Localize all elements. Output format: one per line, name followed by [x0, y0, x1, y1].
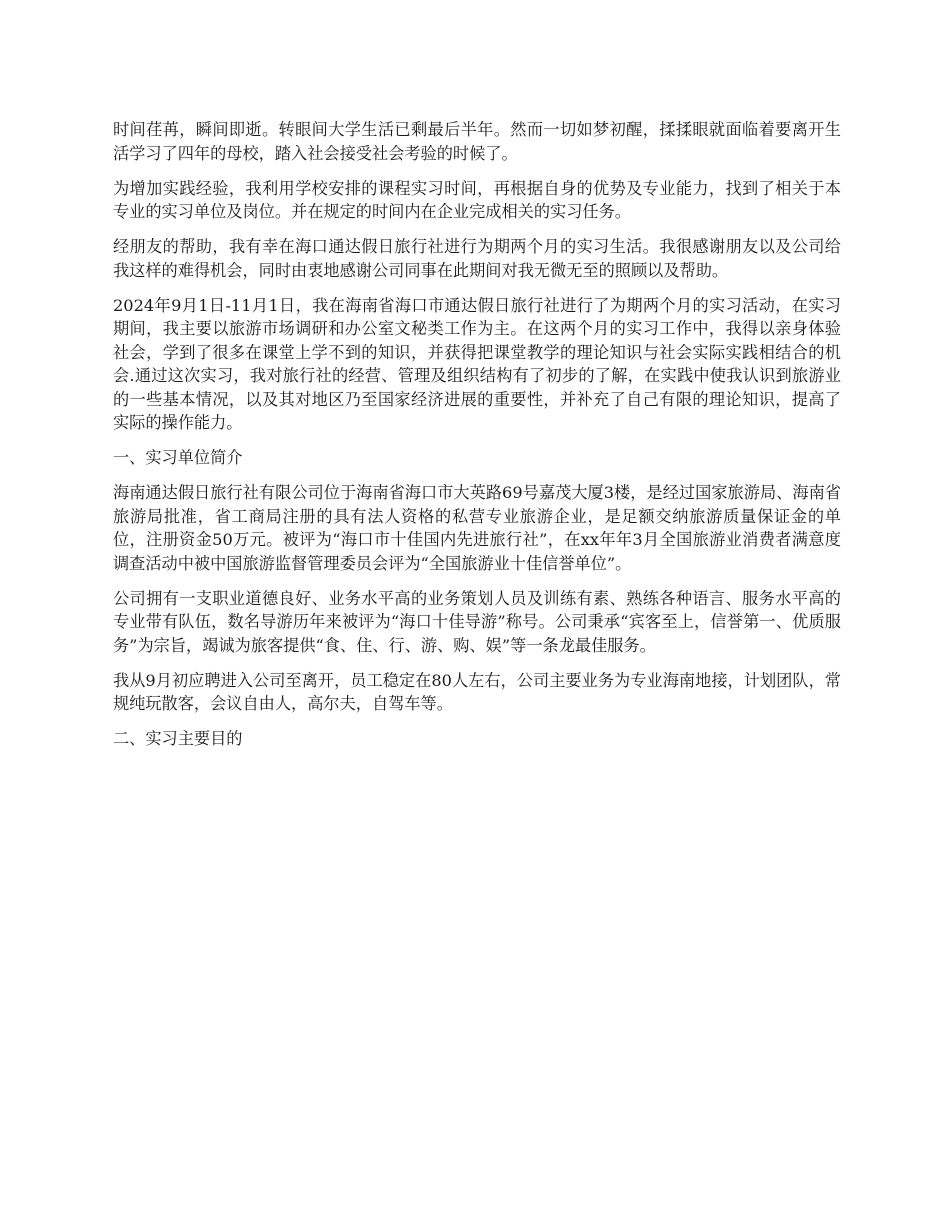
- document-body: [113, 118, 841, 762]
- paragraph-company-team: 公司拥有一支职业道德良好、业务水平高的业务策划人员及训练有素、熟练各种语言、服务水平高的专业带有队伍，数名导游历年来被评为“海口十佳导游”称号。公司秉承“宾客至上，信誉第一、优质服务”为宗旨，竭诚为旅客提供“食、住、行、游、购、娱”等一条龙最佳服务。: [113, 588, 841, 655]
- paragraph-thanks: 经朋友的帮助，我有幸在海口通达假日旅行社进行为期两个月的实习生活。我很感谢朋友以及公司给我这样的难得机会，同时由衷地感谢公司同事在此期间对我无微无至的照顾以及帮助。: [113, 237, 841, 280]
- paragraph-internship-period: 2024年9月1日-11月1日，我在海南省海口市通达假日旅行社进行了为期两个月的实习活动，在实习期间，我主要以旅游市场调研和办公室文秘类工作为主。在这两个月的实习工作中，我得以亲身体验社会，学到了很多在课堂上学不到的知识，并获得把课堂教学的理论知识与社会实际实践相结合的机会.通过这次实习，我对旅行社的经营、管理及组织结构有了初步的了解，在实践中使我认识到旅游业的一些基本情况，以及其对地区乃至国家经济进展的重要性，并补充了自己有限的理论知识，提高了实际的操作能力。: [113, 295, 841, 432]
- paragraph-company-business: 我从9月初应聘进入公司至离开，员工稳定在80人左右，公司主要业务为专业海南地接，计划团队，常规纯玩散客，会议自由人，高尔夫，自驾车等。: [113, 670, 841, 713]
- paragraph-company-intro: 海南通达假日旅行社有限公司位于海南省海口市大英路69号嘉茂大厦3楼，是经过国家旅游局、海南省旅游局批准，省工商局注册的具有法人资格的私营专业旅游企业，是足额交纳旅游质量保证金的单位，注册资金50万元。被评为“海口市十佳国内先进旅行社”，在xx年年3月全国旅游业消费者满意度调查活动中被中国旅游监督管理委员会评为“全国旅游业十佳信誉单位”。: [113, 483, 841, 573]
- section-heading-goals: 二、实习主要目的: [113, 729, 243, 748]
- paragraph-intro: 时间荏苒，瞬间即逝。转眼间大学生活已剩最后半年。然而一切如梦初醒，揉揉眼就面临着要离开生活学习了四年的母校，踏入社会接受社会考验的时候了。: [113, 120, 841, 163]
- section-heading-company: 一、实习单位简介: [113, 448, 243, 467]
- paragraph-purpose: 为增加实践经验，我利用学校安排的课程实习时间，再根据自身的优势及专业能力，找到了相关于本专业的实习单位及岗位。并在规定的时间内在企业完成相关的实习任务。: [113, 178, 841, 221]
